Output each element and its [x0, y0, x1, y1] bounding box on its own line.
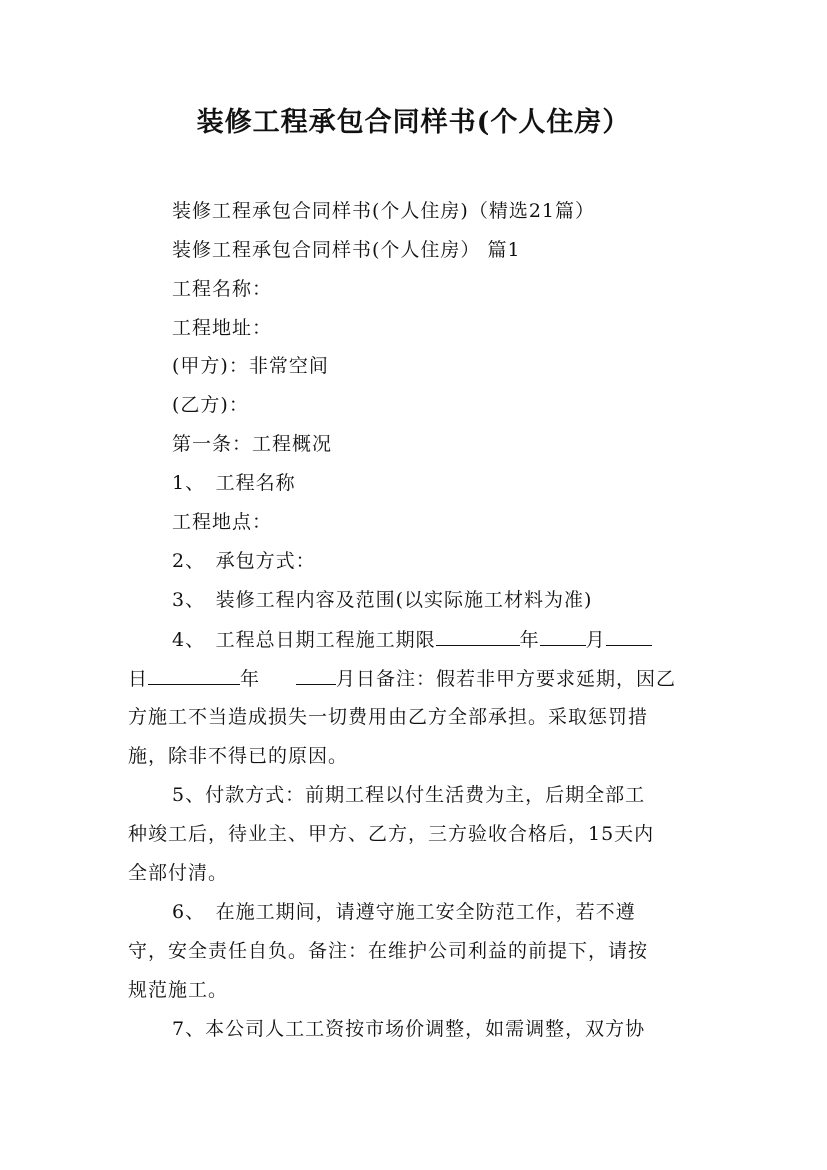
month-label: 月: [585, 629, 606, 651]
project-address-label: 工程地址：: [172, 317, 273, 339]
year-label: 年: [519, 629, 540, 651]
item-5-line-1: 5、付款方式：前期工程以付生活费为主，后期全部工: [172, 784, 646, 806]
item-4-line-2: [128, 666, 676, 691]
item-4-line-1: [172, 627, 652, 652]
party-b-line: (乙方)：: [172, 394, 249, 416]
blank-field: [296, 666, 336, 685]
section-heading: 装修工程承包合同样书(个人住房） 篇1: [172, 239, 521, 261]
document-subtitle: 装修工程承包合同样书(个人住房)（精选21篇）: [172, 200, 596, 222]
blank-field: [436, 627, 520, 646]
item-4-remark: 月日备注：假若非甲方要求延期，因乙: [336, 668, 677, 690]
item-7-line-1: 7、本公司人工工资按市场价调整，如需调整，双方协: [172, 1018, 646, 1040]
document-title: 装修工程承包合同样书(个人住房）: [196, 107, 631, 138]
item-6-line-3: 规范施工。: [128, 979, 229, 1001]
day-label: 日: [128, 668, 149, 690]
item-5-line-2: 种竣工后，待业主、甲方、乙方，三方验收合格后，15天内: [128, 823, 655, 845]
item-6-line-2: 守，安全责任自负。备注：在维护公司利益的前提下，请按: [128, 940, 649, 962]
party-a-line: (甲方)：非常空间: [172, 355, 329, 377]
item-4-text: 4、 工程总日期工程施工期限: [172, 629, 436, 651]
article-1-heading: 第一条：工程概况: [172, 433, 333, 455]
blank-field: [540, 627, 586, 646]
item-4-line-4: 施，除非不得已的原因。: [128, 745, 349, 767]
year-label: 年: [240, 668, 261, 690]
blank-field: [148, 666, 240, 685]
project-name-label: 工程名称：: [172, 278, 273, 300]
item-2-line: 2、 承包方式：: [172, 550, 316, 572]
item-5-line-3: 全部付清。: [128, 862, 229, 884]
item-1-line: 1、 工程名称: [172, 472, 296, 494]
item-6-line-1: 6、 在施工期间，请遵守施工安全防范工作，若不遵: [172, 901, 636, 923]
project-location-label: 工程地点：: [172, 511, 273, 533]
blank-field: [606, 627, 652, 646]
item-3-line: 3、 装修工程内容及范围(以实际施工材料为准): [172, 589, 593, 611]
item-4-line-3: 方施工不当造成损失一切费用由乙方全部承担。采取惩罚措: [128, 706, 649, 728]
